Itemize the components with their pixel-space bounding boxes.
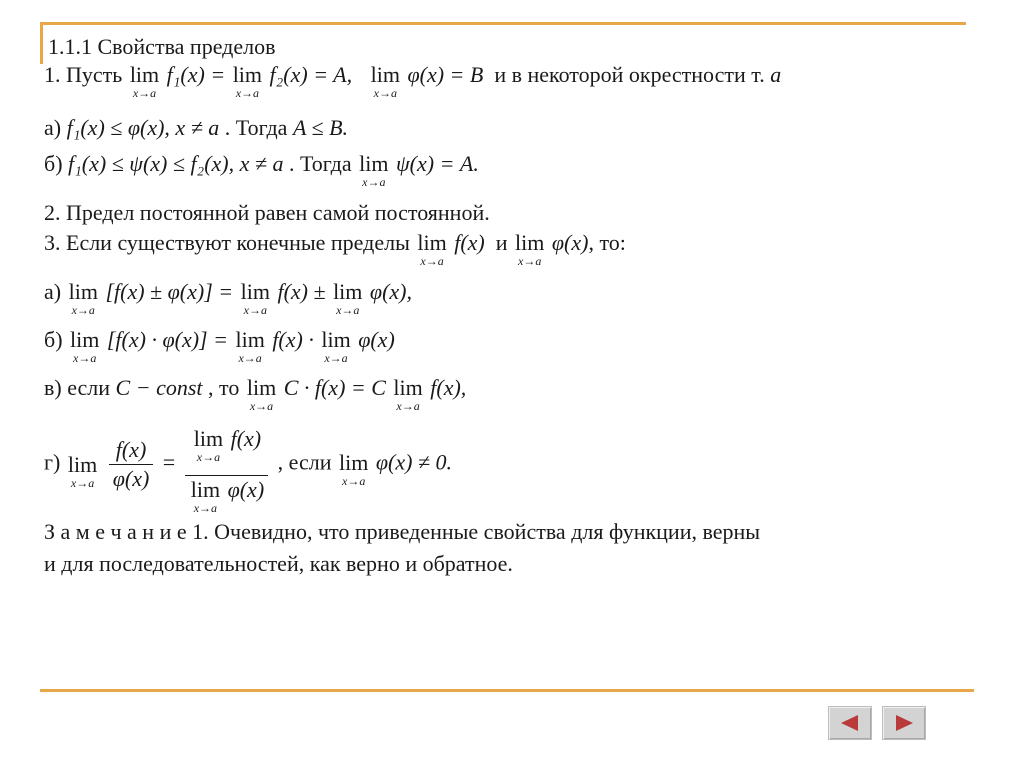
frac-den-expr: φ(x)	[227, 477, 265, 502]
p1a-then: . Тогда	[224, 115, 288, 140]
p3b-e2: f(x) ·	[272, 327, 320, 352]
frac-numerator	[185, 428, 268, 476]
lim-sub: x→a	[518, 254, 542, 268]
p1-point: a	[770, 62, 782, 87]
p3c-label: в) если	[44, 375, 111, 400]
top-rule	[40, 22, 966, 25]
remark-line-1: З а м е ч а н и е 1. Очевидно, что приведенные свойства для функции, верны	[44, 519, 761, 544]
section-heading: 1.1.1 Свойства пределов	[48, 34, 276, 59]
p3d-cond: , если	[277, 449, 332, 475]
p3b-label: б)	[44, 327, 63, 352]
lim-sub: x→a	[238, 351, 262, 365]
lim-word: lim	[321, 327, 351, 352]
lim-sub: x→a	[235, 86, 260, 100]
lim-sub: x→a	[336, 303, 360, 317]
lim-word: lim	[246, 375, 277, 400]
lim-word: lim	[359, 151, 389, 176]
p3a-label: а)	[44, 279, 62, 304]
lim-word: lim	[515, 230, 545, 255]
lim-operator	[232, 62, 263, 100]
p3a-e1: [f(x) ± φ(x)] =	[105, 279, 239, 304]
fraction-left	[109, 439, 154, 490]
lim-word: lim	[190, 477, 221, 502]
lim-operator	[393, 375, 423, 413]
p3c-e1: C · f(x) = C	[283, 375, 386, 400]
lim-word: lim	[240, 279, 270, 304]
lim-operator	[193, 426, 224, 464]
lim-sub: x→a	[243, 303, 267, 317]
lim-word: lim	[68, 279, 98, 304]
p3d-eq: =	[162, 449, 176, 475]
p3a-e2: f(x) ±	[277, 279, 332, 304]
p3-tail: , то:	[588, 230, 626, 255]
lim-sub: x→a	[362, 175, 386, 189]
lim-sub: x→a	[420, 254, 444, 268]
lim-word: lim	[333, 279, 363, 304]
p1b-result: ψ(x) = A.	[395, 151, 479, 176]
lim-word: lim	[417, 230, 447, 255]
lim-word: lim	[70, 327, 100, 352]
property-3d	[44, 426, 453, 515]
p3d-cond-expr: φ(x) ≠ 0.	[375, 449, 453, 475]
p1b-expr: f₁(x) ≤ ψ(x) ≤ f₂(x), x ≠ a	[68, 151, 284, 176]
lim-word: lim	[193, 426, 224, 451]
p3a-e3: φ(x),	[369, 279, 412, 304]
left-rule	[40, 22, 43, 64]
lim-word: lim	[339, 449, 369, 475]
property-3a	[44, 279, 412, 317]
prev-slide-button[interactable]	[828, 706, 872, 740]
fraction-right	[185, 426, 268, 515]
p3-expr-f: f(x)	[454, 230, 485, 255]
lim-operator	[246, 375, 277, 413]
lim-operator	[129, 62, 160, 100]
triangle-right-icon	[892, 713, 916, 733]
frac-num-expr: f(x)	[230, 426, 262, 451]
lim-sub: x→a	[71, 303, 95, 317]
lim-word: lim	[232, 62, 263, 87]
lim-sub: x→a	[396, 399, 420, 413]
p3-expr-phi: φ(x)	[551, 230, 589, 255]
lim-sub: x→a	[193, 501, 218, 515]
property-1a	[44, 117, 348, 139]
property-3b	[44, 327, 395, 365]
bottom-rule	[40, 689, 974, 692]
p1a-label: а)	[44, 115, 62, 140]
next-slide-button[interactable]	[882, 706, 926, 740]
lim-operator	[68, 279, 98, 317]
lim-word: lim	[67, 451, 98, 477]
lim-operator	[333, 279, 363, 317]
triangle-left-icon	[838, 713, 862, 733]
lim-sub: x→a	[196, 450, 221, 464]
lim-sub: x→a	[324, 351, 348, 365]
property-3	[44, 230, 626, 268]
lim-word: lim	[393, 375, 423, 400]
lim-operator	[67, 451, 98, 490]
frac-denominator: φ(x)	[112, 466, 150, 491]
lim-sub: x→a	[70, 475, 95, 490]
lim-operator	[515, 230, 545, 268]
p1-prefix: 1. Пусть	[44, 62, 123, 87]
p1b-then: . Тогда	[288, 151, 352, 176]
remark-line-2: и для последовательностей, как верно и обратное.	[44, 551, 513, 576]
p1a-expr: f₁(x) ≤ φ(x), x ≠ a	[66, 115, 220, 140]
lim-sub: x→a	[132, 86, 157, 100]
lim-word: lim	[235, 327, 265, 352]
p3b-e3: φ(x)	[358, 327, 395, 352]
p3c-cond: C − const	[115, 375, 203, 400]
property-2: 2. Предел постоянной равен самой постоянной.	[44, 200, 490, 225]
lim-sub: x→a	[249, 399, 274, 413]
property-1b	[44, 151, 479, 189]
p3c-to: , то	[208, 375, 240, 400]
p3d-label: г)	[44, 449, 61, 475]
p1a-result: A ≤ B.	[292, 115, 349, 140]
p3-and: и	[495, 230, 508, 255]
lim-operator	[370, 62, 400, 100]
lim-operator	[321, 327, 351, 365]
lim-sub: x→a	[73, 351, 97, 365]
lim-operator	[190, 477, 221, 515]
property-3c	[44, 375, 467, 413]
p3-prefix: 3. Если существуют конечные пределы	[44, 230, 410, 255]
lim-operator	[240, 279, 270, 317]
p1-expr-c: φ(x) = B	[407, 62, 484, 87]
frac-numerator: f(x)	[109, 439, 154, 465]
p3c-e2: f(x),	[430, 375, 467, 400]
frac-denominator	[185, 476, 268, 515]
p3b-e1: [f(x) · φ(x)] =	[106, 327, 234, 352]
p1b-label: б)	[44, 151, 63, 176]
lim-word: lim	[129, 62, 160, 87]
lim-operator	[417, 230, 447, 268]
p1-tail: и в некоторой окрестности т.	[494, 62, 765, 87]
p1-expr-b: f₂(x) = A,	[269, 62, 353, 87]
lim-sub: x→a	[373, 86, 397, 100]
lim-sub: x→a	[342, 473, 366, 488]
lim-operator	[339, 449, 369, 488]
lim-word: lim	[370, 62, 400, 87]
lim-operator	[359, 151, 389, 189]
property-1	[44, 62, 782, 100]
p1-expr-a: f₁(x) =	[166, 62, 231, 87]
lim-operator	[70, 327, 100, 365]
lim-operator	[235, 327, 265, 365]
